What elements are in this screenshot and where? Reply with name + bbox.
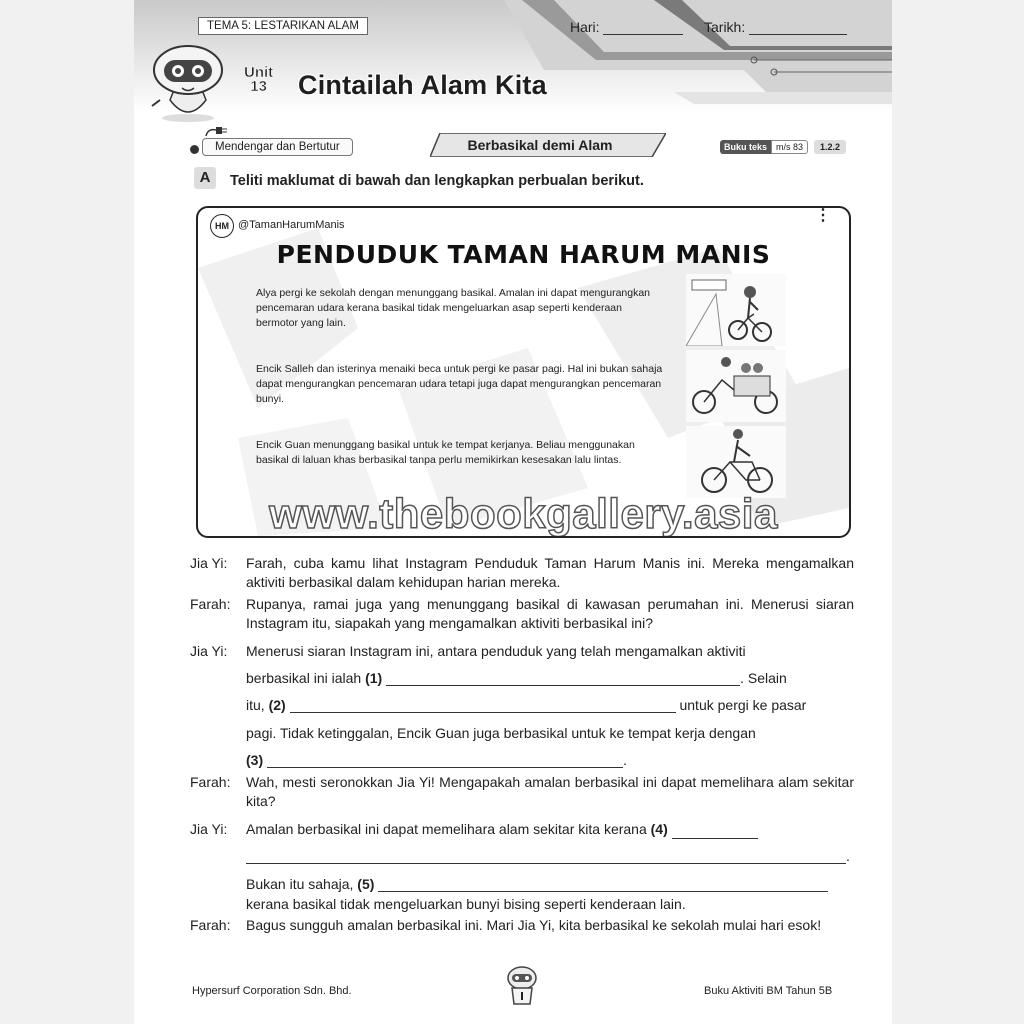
- man-cycling-illustration: [686, 426, 786, 498]
- unit-word: Unit: [244, 64, 274, 81]
- fill-line-5: [246, 848, 854, 864]
- dialogue-text: .: [623, 752, 627, 768]
- blank-number-2: (2): [268, 697, 286, 713]
- more-options-icon[interactable]: ⋮: [815, 207, 831, 224]
- dialogue-text: berbasikal ini ialah: [246, 670, 362, 686]
- speaker-farah: Farah:: [190, 774, 231, 790]
- account-avatar: HM: [210, 214, 234, 238]
- dialogue-text-row: [246, 820, 854, 839]
- speaker-jiayi: Jia Yi:: [190, 555, 228, 571]
- dialogue-line-3: [190, 642, 854, 661]
- dialogue-text: Bukan itu sahaja,: [246, 876, 354, 892]
- right-margin: [892, 0, 1024, 1024]
- fill-line-3: [246, 725, 854, 741]
- worksheet-page: [134, 0, 892, 1024]
- unit-number: 13: [250, 78, 267, 95]
- speaker-jiayi: Jia Yi:: [190, 821, 228, 837]
- instagram-post: [196, 206, 851, 538]
- footer-publisher: Hypersurf Corporation Sdn. Bhd.: [192, 985, 352, 997]
- answer-blank-5[interactable]: [378, 877, 828, 892]
- answer-blank-1[interactable]: [386, 671, 740, 686]
- answer-blank-4-continued[interactable]: [246, 849, 846, 864]
- standard-code: 1.2.2: [814, 140, 846, 154]
- left-margin: [0, 0, 134, 1024]
- dialogue-text: Menerusi siaran Instagram ini, antara penduduk yang telah mengamalkan aktiviti: [246, 643, 746, 659]
- date-field[interactable]: [704, 19, 847, 35]
- fill-line-6: [246, 876, 854, 892]
- post-title: PENDUDUK TAMAN HARUM MANIS: [276, 240, 771, 269]
- dialogue-line-5: [190, 820, 854, 839]
- textbook-label: Buku teks: [720, 140, 771, 154]
- dialogue-text: Wah, mesti seronokkan Jia Yi! Mengapakah amalan berbasikal ini dapat memelihara alam sekitar kita?: [246, 774, 854, 809]
- girl-cycling-illustration: [686, 274, 786, 346]
- dialogue-text: itu,: [246, 697, 265, 713]
- dialogue-text: pagi. Tidak ketinggalan, Encik Guan juga berbasikal untuk ke tempat kerja dengan: [246, 725, 756, 741]
- page-number-mascot-icon: [504, 962, 540, 1006]
- blank-number-1: (1): [365, 670, 383, 686]
- blank-number-5: (5): [357, 876, 375, 892]
- speaker-farah: Farah:: [190, 596, 231, 612]
- speaker-farah: Farah:: [190, 917, 231, 933]
- dialogue-text: Bagus sungguh amalan berbasikal ini. Mari Jia Yi, kita berbasikal ke sekolah mulai hari esok!: [246, 917, 822, 933]
- dialogue-line-1: [190, 554, 854, 592]
- watermark-text: www.thebookgallery.asia: [269, 490, 778, 537]
- dialogue-line-4: [190, 773, 854, 811]
- dialogue-line-6: [190, 916, 854, 935]
- dialogue-text: . Selain: [740, 670, 787, 686]
- post-entry-guan: Encik Guan menunggang basikal untuk ke tempat kerjanya. Beliau menggunakan basikal di laluan khas berbasikal tanpa perlu memikirkan kesesakan lalu lintas.: [256, 439, 635, 466]
- day-field[interactable]: [570, 19, 683, 35]
- plug-icon: [204, 126, 228, 138]
- dialogue-text: Rupanya, ramai juga yang menunggang basikal di kawasan perumahan ini. Menerusi siaran Instagram itu, siapakah yang mengamalkan aktiviti berbasikal ini?: [246, 596, 854, 631]
- fill-line-1: [246, 670, 854, 686]
- answer-blank-3[interactable]: [267, 753, 623, 768]
- unit-badge: [244, 66, 273, 94]
- dialogue-text: Farah, cuba kamu lihat Instagram Penduduk Taman Harum Manis ini. Mereka mengamalkan aktiviti berbasikal dalam kehidupan harian mereka.: [246, 555, 854, 590]
- fill-line-2: [246, 697, 854, 713]
- fill-line-7: [246, 896, 854, 912]
- trishaw-illustration: [686, 350, 786, 422]
- answer-blank-4[interactable]: [672, 824, 758, 839]
- section-letter: A: [194, 167, 216, 189]
- blank-number-3: (3): [246, 752, 264, 768]
- skill-tag: Mendengar dan Bertutur: [202, 138, 353, 156]
- dialogue-text: untuk pergi ke pasar: [679, 697, 807, 713]
- section-instruction: Teliti maklumat di bawah dan lengkapkan perbualan berikut.: [230, 173, 644, 189]
- speaker-jiayi: Jia Yi:: [190, 643, 228, 659]
- robot-mascot-icon: [148, 40, 234, 124]
- post-entry-salleh: Encik Salleh dan isterinya menaiki beca untuk pergi ke pasar pagi. Hal ini bukan sahaja dapat mengurangkan pencemaran udara tetapi juga dapat mengurangkan pencemaran bunyi.: [256, 363, 663, 405]
- fill-line-4: [246, 752, 854, 768]
- date-label: Tarikh:: [704, 19, 746, 35]
- page-title: Cintailah Alam Kita: [298, 70, 547, 100]
- skill-bullet: [190, 145, 199, 154]
- blank-number-4: (4): [650, 821, 668, 837]
- dialogue-text: Amalan berbasikal ini dapat memelihara alam sekitar kita kerana: [246, 821, 647, 837]
- account-handle: @TamanHarumManis: [238, 219, 345, 231]
- textbook-reference: [720, 140, 846, 154]
- dialogue-line-2: [190, 595, 854, 633]
- date-blank[interactable]: [749, 22, 847, 35]
- dialogue-text: kerana basikal tidak mengeluarkan bunyi bising seperti kenderaan lain.: [246, 896, 686, 912]
- textbook-page: m/s 83: [771, 140, 808, 154]
- answer-blank-2[interactable]: [290, 698, 676, 713]
- day-blank[interactable]: [603, 22, 683, 35]
- dialogue-text: .: [846, 848, 850, 864]
- topic-title: Berbasikal demi Alam: [467, 137, 613, 153]
- theme-tag: TEMA 5: LESTARIKAN ALAM: [198, 17, 368, 35]
- day-label: Hari:: [570, 19, 600, 35]
- footer-book-title: Buku Aktiviti BM Tahun 5B: [704, 985, 833, 997]
- post-entry-alya: Alya pergi ke sekolah dengan menunggang basikal. Amalan ini dapat mengurangkan pencemaran udara kerana basikal tidak mengeluarkan asap seperti kenderaan bermotor yang lain.: [256, 287, 651, 329]
